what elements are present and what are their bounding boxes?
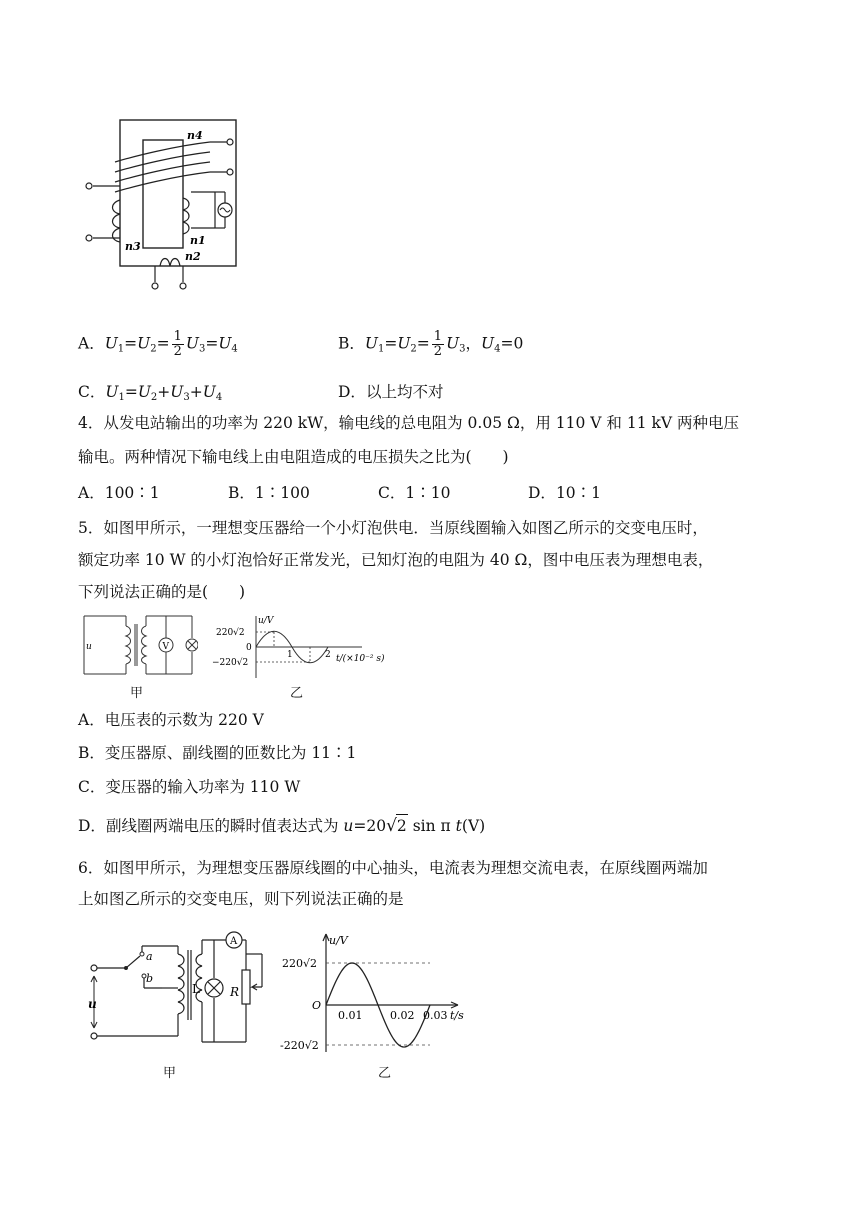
- q5-option-c[interactable]: C．变压器的输入功率为 110 W: [78, 778, 301, 796]
- q4-stem-line1: 4．从发电站输出的功率为 220 kW，输电线的总电阻为 0.05 Ω，用 110 V 和 11 kV 两种电压: [78, 414, 739, 432]
- q4-option-d[interactable]: D．10∶1: [528, 484, 602, 502]
- q6-circuit-figure: [84, 930, 274, 1050]
- q6-graph-origin: O: [312, 999, 322, 1012]
- q5-graph-ylabel: u/V: [258, 616, 274, 626]
- label-L: L: [192, 982, 200, 996]
- label-u: u: [88, 997, 97, 1011]
- q5-voltage-graph: [212, 614, 392, 680]
- q5-option-a[interactable]: A．电压表的示数为 220 V: [78, 711, 264, 729]
- q3-transformer-figure: [75, 110, 255, 300]
- q6-graph-x3: 0.03: [423, 1009, 448, 1022]
- q5-circuit-figure: [78, 612, 198, 678]
- label-n1: n1: [190, 234, 206, 247]
- q5-fig-jia-caption: 甲: [130, 686, 144, 701]
- q4-option-c[interactable]: C．1∶10: [378, 484, 451, 502]
- u-label: u: [86, 642, 92, 652]
- q5-graph-t1: 1: [287, 650, 293, 660]
- q6-graph-ymin: -220√2: [280, 1039, 319, 1052]
- q6-graph-x2: 0.02: [390, 1009, 415, 1022]
- q3-option-d[interactable]: D．以上均不对: [338, 383, 444, 401]
- q5-graph-t2: 2: [325, 650, 331, 660]
- label-R: R: [230, 985, 240, 999]
- q4-option-a[interactable]: A．100∶1: [78, 484, 160, 502]
- label-n4: n4: [187, 129, 203, 142]
- q4-option-b[interactable]: B．1∶100: [228, 484, 310, 502]
- q6-voltage-graph: [280, 928, 470, 1060]
- q6-graph-ymax: 220√2: [282, 957, 318, 970]
- q5-stem-line1: 5．如图甲所示，一理想变压器给一个小灯泡供电．当原线圈输入如图乙所示的交变电压时，: [78, 519, 708, 537]
- q6-graph-xlabel: t/s: [450, 1009, 464, 1022]
- q5-graph-zero: 0: [246, 643, 252, 653]
- label-n2: n2: [185, 250, 201, 263]
- q3-option-b[interactable]: B．$U_1=U_2=$ $\frac{1}{2}$ $U_3$，$U_4=0$: [338, 329, 524, 359]
- q6-graph-ylabel: u/V: [329, 934, 348, 947]
- q6-graph-x1: 0.01: [338, 1009, 363, 1022]
- q4-stem-line2: 输电。两种情况下输电线上由电阻造成的电压损失之比为( ): [78, 448, 509, 466]
- label-b: b: [146, 972, 154, 985]
- q5-stem-line2: 额定功率 10 W 的小灯泡恰好正常发光，已知灯泡的电阻为 40 Ω，图中电压表为理想电表，: [78, 551, 714, 569]
- q5-graph-xlabel: t/(×10⁻² s): [336, 654, 385, 664]
- q6-stem-line1: 6．如图甲所示，为理想变压器原线圈的中心抽头，电流表为理想交流电表，在原线圈两端加: [78, 859, 708, 877]
- q5-fig-yi-caption: 乙: [290, 686, 304, 701]
- q6-fig-jia-caption: 甲: [163, 1066, 177, 1081]
- q6-stem-line2: 上如图乙所示的交变电压，则下列说法正确的是: [78, 890, 404, 908]
- svg-text:.: .: [80, 641, 83, 651]
- q5-option-d[interactable]: D．副线圈两端电压的瞬时值表达式为 u=20√2 sin π t(V): [78, 816, 486, 836]
- q3-option-a[interactable]: A．$U_1=U_2=$ $\frac{1}{2}$ $U_3=U_4$: [78, 329, 238, 359]
- q5-graph-ymax: 220√2: [216, 628, 245, 638]
- q5-option-b[interactable]: B．变压器原、副线圈的匝数比为 11∶1: [78, 744, 357, 762]
- label-a: a: [146, 950, 153, 963]
- q6-fig-yi-caption: 乙: [378, 1066, 392, 1081]
- q5-stem-line3: 下列说法正确的是( ): [78, 583, 246, 601]
- label-A: A: [230, 936, 238, 947]
- q5-graph-ymin: −220√2: [212, 658, 249, 668]
- voltmeter-label: V: [162, 642, 169, 652]
- label-n3: n3: [125, 240, 141, 253]
- q3-option-c[interactable]: C．$U_1=U_2+U_3+U_4$: [78, 383, 223, 403]
